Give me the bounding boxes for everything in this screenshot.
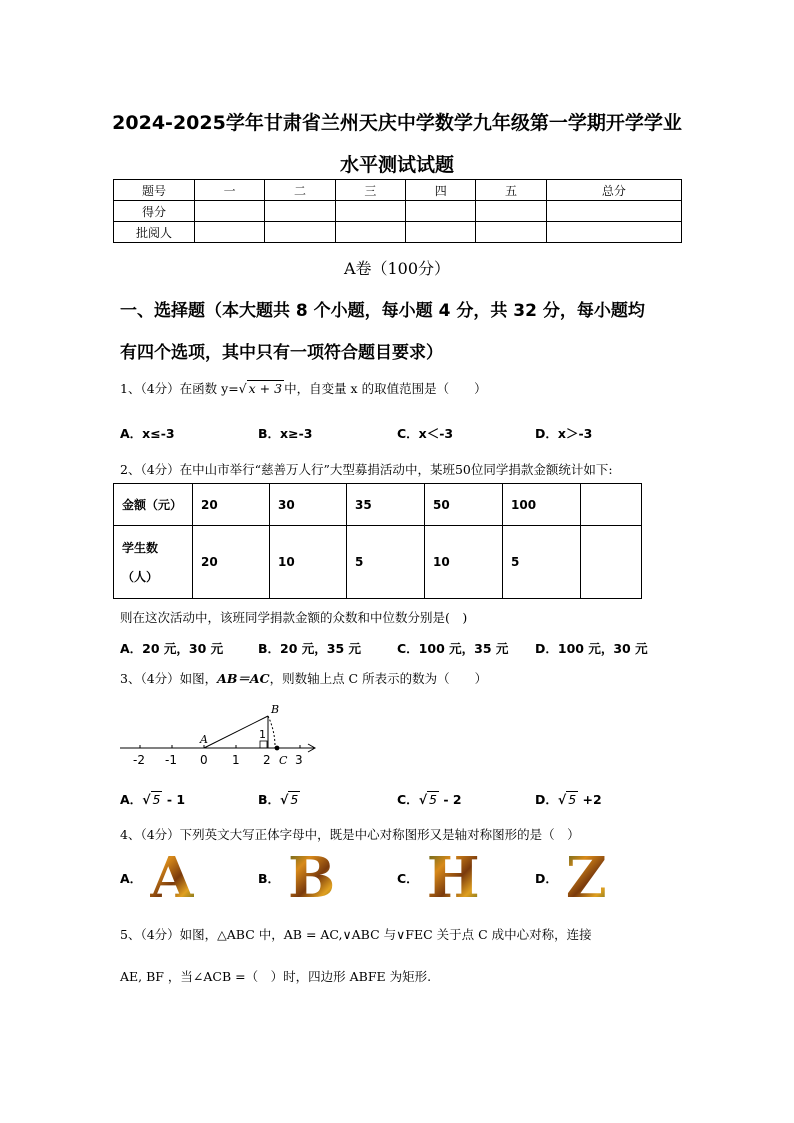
score-cell xyxy=(265,222,335,243)
question-3 xyxy=(120,669,487,687)
point-a-label: A xyxy=(200,733,208,746)
option-tail: - 2 xyxy=(438,792,462,807)
question-5-line-2: AE, BF ，当∠ACB =（ ）时，四边形 ABFE 为矩形. xyxy=(120,969,432,984)
score-table xyxy=(113,179,682,243)
score-cell xyxy=(406,222,476,243)
donation-student-row xyxy=(114,526,642,599)
question-2: 2、（4分）在中山市举行“慈善万人行”大型募捐活动中，某班50位同学捐款金额统计如下: xyxy=(120,462,613,477)
q2-option-d: D．100 元，30 元 xyxy=(535,641,648,656)
score-row-label: 得分 xyxy=(114,201,195,222)
donation-cell: 5 xyxy=(503,526,581,599)
tick-label: 3 xyxy=(295,753,303,767)
score-cell xyxy=(335,222,405,243)
score-header-cell: 三 xyxy=(335,180,405,201)
sqrt-expression: √ 5 xyxy=(418,792,437,807)
question-1 xyxy=(120,379,487,397)
donation-table xyxy=(113,483,642,599)
height-label: 1 xyxy=(259,728,266,741)
option-label: D． xyxy=(535,871,558,886)
right-angle-mark xyxy=(260,741,267,748)
row-header-line-2: （人） xyxy=(122,570,159,584)
letter-z-image: Z xyxy=(565,845,607,911)
score-row xyxy=(114,222,682,243)
option-label: A． xyxy=(120,792,143,807)
donation-cell: 100 xyxy=(503,484,581,526)
donation-row-header xyxy=(114,526,193,599)
section-heading-line-1: 一、选择题（本大题共 8 个小题，每小题 4 分，共 32 分，每小题均 xyxy=(120,301,645,321)
donation-cell: 10 xyxy=(270,526,347,599)
tick-label: -1 xyxy=(165,753,177,767)
score-cell xyxy=(546,222,681,243)
q3-option-d xyxy=(535,790,602,808)
radicand: 5 xyxy=(152,792,161,807)
point-c-label: C xyxy=(279,754,288,767)
donation-amount-row xyxy=(114,484,642,526)
donation-cell: 10 xyxy=(425,526,503,599)
question-5-line-1: 5、（4分）如图，△ABC 中，AB = AC,∨ABC 与∨FEC 关于点 C 成中心对称，连接 xyxy=(120,927,592,942)
q2-option-c: C．100 元，35 元 xyxy=(397,641,509,656)
q1-option-a: A．x≤-3 xyxy=(120,426,175,441)
sqrt-expression: √ 5 xyxy=(142,792,161,807)
question-4: 4、（4分）下列英文大写正体字母中，既是中心对称图形又是轴对称图形的是（ ） xyxy=(120,827,580,842)
q4-option-d xyxy=(535,846,607,910)
radicand: 5 xyxy=(429,792,437,807)
q1-option-d: D．x＞-3 xyxy=(535,426,593,441)
donation-cell: 5 xyxy=(347,526,425,599)
option-label: A． xyxy=(120,871,143,886)
score-header-cell: 题号 xyxy=(114,180,195,201)
score-row xyxy=(114,201,682,222)
donation-cell xyxy=(581,484,642,526)
tick-label: 1 xyxy=(232,753,240,767)
sqrt-expression: √ 5 xyxy=(557,792,577,807)
q1-prefix: 1、（4分）在函数 y= xyxy=(120,381,239,396)
q3-equation: AB＝AC xyxy=(217,671,270,686)
option-label: C． xyxy=(397,792,419,807)
donation-cell: 50 xyxy=(425,484,503,526)
score-cell xyxy=(265,201,335,222)
title-line-1: 2024-2025学年甘肃省兰州天庆中学数学九年级第一学期开学学业 xyxy=(112,112,682,134)
radicand: 5 xyxy=(568,792,577,807)
score-header-cell: 一 xyxy=(195,180,265,201)
donation-cell xyxy=(581,526,642,599)
letter-h-image: H xyxy=(426,845,480,911)
title-line-2: 水平测试试题 xyxy=(339,154,454,176)
score-header-cell: 四 xyxy=(406,180,476,201)
score-header-cell: 二 xyxy=(265,180,335,201)
radicand: 5 xyxy=(290,792,299,807)
score-header-row xyxy=(114,180,682,201)
score-cell xyxy=(195,201,265,222)
q4-option-a xyxy=(120,846,194,910)
option-label: B． xyxy=(258,871,281,886)
score-cell xyxy=(476,201,546,222)
letter-b-image: B xyxy=(288,845,336,911)
q1-option-b: B．x≥-3 xyxy=(258,426,313,441)
q3-option-c xyxy=(397,790,462,808)
arc-dashed xyxy=(268,716,275,748)
point-c-dot xyxy=(275,746,280,751)
score-header-cell: 总分 xyxy=(546,180,681,201)
row-header-line-1: 学生数 xyxy=(122,541,159,555)
score-cell xyxy=(335,201,405,222)
donation-row-header: 金额（元） xyxy=(114,484,193,526)
letter-a-image: A xyxy=(150,845,194,911)
q1-suffix: 中，自变量 x 的取值范围是（ ） xyxy=(284,381,487,396)
option-tail: +2 xyxy=(578,792,602,807)
sqrt-expression: √ x + 3 xyxy=(238,381,283,396)
number-line-figure xyxy=(118,698,323,770)
score-cell xyxy=(406,201,476,222)
donation-cell: 30 xyxy=(270,484,347,526)
q3-suffix: ，则数轴上点 C 所表示的数为（ ） xyxy=(269,671,488,686)
q3-option-a xyxy=(120,790,185,808)
q4-option-c xyxy=(397,846,480,910)
q4-option-b xyxy=(258,846,335,910)
q2-option-b: B．20 元，35 元 xyxy=(258,641,362,656)
q2-after-text: 则在这次活动中，该班同学捐款金额的众数和中位数分别是( ) xyxy=(120,610,468,625)
option-label: D． xyxy=(535,792,558,807)
tick-label: -2 xyxy=(133,753,145,767)
donation-cell: 20 xyxy=(193,484,270,526)
q3-option-b xyxy=(258,790,300,808)
q1-option-c: C．x＜-3 xyxy=(397,426,454,441)
tick-label: 0 xyxy=(200,753,208,767)
option-tail: - 1 xyxy=(162,792,186,807)
donation-cell: 35 xyxy=(347,484,425,526)
q3-prefix: 3、（4分）如图， xyxy=(120,671,218,686)
score-cell xyxy=(476,222,546,243)
sqrt-expression: √ 5 xyxy=(280,792,299,807)
point-b-label: B xyxy=(271,703,280,716)
score-row-label: 批阅人 xyxy=(114,222,195,243)
option-label: B． xyxy=(258,792,281,807)
score-cell xyxy=(546,201,681,222)
score-header-cell: 五 xyxy=(476,180,546,201)
q2-option-a: A．20 元，30 元 xyxy=(120,641,224,656)
option-label: C． xyxy=(397,871,419,886)
donation-cell: 20 xyxy=(193,526,270,599)
tick-label: 2 xyxy=(263,753,271,767)
section-heading-line-2: 有四个选项，其中只有一项符合题目要求） xyxy=(120,343,443,363)
part-a-heading: A卷（100分） xyxy=(343,259,451,278)
score-cell xyxy=(195,222,265,243)
q1-radicand: x + 3 xyxy=(248,381,283,396)
